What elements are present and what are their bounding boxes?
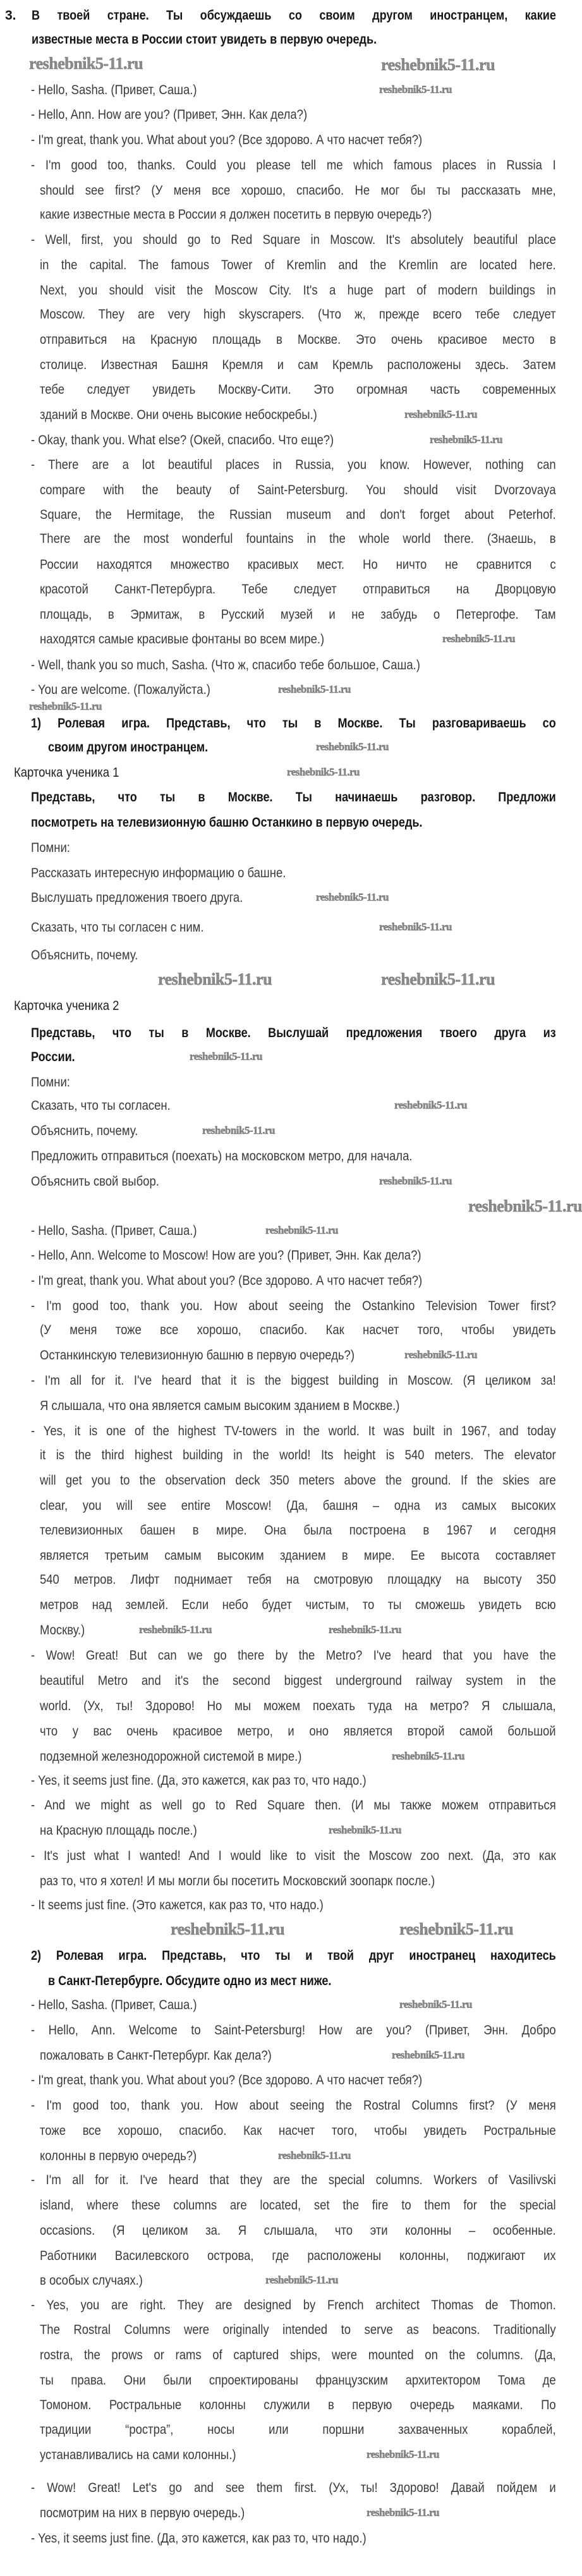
watermark: reshebnik5-11.ru (379, 1175, 452, 1187)
dialogue-line: There are the most wonderful fountains in the whole world there. (Знаешь, в (40, 532, 556, 546)
dialogue-line: отправиться на Красную площадь в Москве. Это очень красивое место в (40, 332, 556, 347)
dialogue-line: - Well, first, you should go to Red Square in Moscow. It's absolutely beautiful place (31, 233, 556, 247)
watermark: reshebnik5-11.ru (158, 970, 272, 988)
dialogue-line: - Hello, Ann. How are you? (Привет, Энн. Как дела?) (31, 107, 308, 122)
watermark: reshebnik5-11.ru (430, 434, 502, 446)
card-title: Карточка ученика 2 (14, 999, 119, 1013)
dialogue-line: Томоном. Ростральные колонны служили в первую очередь маяками. По (40, 2398, 556, 2412)
dialogue-line: - Hello, Ann. Welcome to Moscow! How are you? (Привет, Энн. Как дела?) (31, 1248, 421, 1263)
dialogue-line: тебе следует увидеть Москву-Сити. Это огромная часть современных (40, 382, 556, 397)
dialogue-line: - I'm great, thank you. What about you? (Все здорово. А что насчет тебя?) (31, 1273, 423, 1288)
dialogue-line: world. (Ух, ты! Здорово! Но мы можем поехать туда на метро? Я слышала, (40, 1699, 556, 1713)
card-item: Сказать, что ты согласен с ним. (31, 920, 204, 935)
watermark: reshebnik5-11.ru (29, 700, 102, 712)
dialogue-line: should see first? (У меня все хорошо, спасибо. Не мог бы ты рассказать мне, (40, 183, 556, 198)
dialogue-line: Next, you should visit the Moscow City. It's a huge part of modern buildings in (40, 283, 556, 298)
dialogue-line: колонны в первую очередь?) (40, 2149, 197, 2163)
card-item: Объяснить, почему. (31, 1124, 138, 1138)
card-title: Карточка ученика 1 (14, 765, 119, 780)
dialogue-line: - Yes, it is one of the highest TV-towers in the world. It was built in 1967, and today (31, 1424, 556, 1438)
dialogue-line: - Hello, Sasha. (Привет, Саша.) (31, 1224, 197, 1238)
watermark: reshebnik5-11.ru (316, 891, 389, 903)
watermark: reshebnik5-11.ru (379, 921, 452, 933)
dialogue-line: метров над землей. Если небо будет чистым, то ты сможешь увидеть всю (40, 1598, 556, 1612)
watermark: reshebnik5-11.ru (468, 1197, 582, 1215)
dialogue-line: пожаловать в Санкт-Петербург. Как дела?) (40, 2048, 272, 2063)
watermark: reshebnik5-11.ru (392, 1750, 464, 1762)
dialogue-line: - I'm good too, thank you. How about seeing the Ostankino Television Tower first? (31, 1299, 556, 1313)
watermark: reshebnik5-11.ru (442, 633, 515, 645)
dialogue-line: compare with the beauty of Saint-Petersburg. You should visit Dvorzovaya (40, 483, 556, 497)
dialogue-line: телевизионных башен в мире. Она была построена в 1967 и сегодня (40, 1523, 556, 1538)
watermark: reshebnik5-11.ru (316, 741, 389, 753)
card-remember-label: Помни: (31, 841, 70, 855)
dialogue-line: России находятся множество красивых мест. Но ничто не сравнится с (40, 557, 556, 572)
watermark: reshebnik5-11.ru (394, 1099, 467, 1111)
dialogue-line: - I'm great, thank you. What about you? (Все здорово. А что насчет тебя?) (31, 2073, 423, 2087)
dialogue-line: ты права. Они были спроектированы французским архитектором Тома де (40, 2373, 556, 2388)
card-instruction: Представь, что ты в Москве. Ты начинаешь разговор. Предложи (31, 790, 556, 805)
dialogue-line: - I'm great, thank you. What about you? (Все здорово. А что насчет тебя?) (31, 133, 423, 147)
dialogue-line: - It seems just fine. (Это кажется, как раз то, что надо.) (31, 1898, 324, 1912)
dialogue-line: - Wow! Great! Let's go and see them first. (Ух, ты! Здорово! Давай пойдем и (31, 2481, 556, 2495)
dialogue-line: - Hello, Ann. Welcome to Saint-Petersburg! How are you? (Привет, Энн. Добро (31, 2023, 556, 2038)
roleplay-heading: своим другом иностранцем. (48, 740, 209, 755)
dialogue-line: что у вас очень красивое метро, и оно является второй самой большой (40, 1724, 556, 1739)
watermark: reshebnik5-11.ru (202, 1124, 275, 1136)
dialogue-line: in the capital. The famous Tower of Kremlin and the Kremlin are located here. (40, 258, 556, 272)
dialogue-line: - And we might as well go to Red Square then. (И мы также можем отправиться (31, 1798, 556, 1813)
watermark: reshebnik5-11.ru (265, 2274, 338, 2286)
watermark: reshebnik5-11.ru (29, 54, 143, 73)
card-item: Предложить отправиться (поехать) на московском метро, для начала. (31, 1149, 413, 1163)
dialogue-line: rostra, the prows or rams of captured ships, were mounted on the columns. (Да, (40, 2348, 556, 2362)
watermark: reshebnik5-11.ru (265, 1224, 338, 1236)
watermark: reshebnik5-11.ru (404, 408, 477, 420)
card-remember-label: Помни: (31, 1075, 70, 1090)
task-heading: известные места в России стоит увидеть в первую очередь. (32, 32, 377, 47)
card-item: Выслушать предложения твоего друга. (31, 890, 243, 905)
card-item: Рассказать интересную информацию о башне. (31, 866, 286, 880)
card-item: Объяснить свой выбор. (31, 1174, 159, 1189)
roleplay-heading: 2) Ролевая игра. Представь, что ты и твой друг иностранец находитесь (31, 1948, 556, 1963)
dialogue-line: Square, the Hermitage, the Russian museum and don't forget about Peterhof. (40, 507, 556, 522)
card-item: Объяснить, почему. (31, 948, 138, 963)
watermark: reshebnik5-11.ru (367, 2506, 439, 2518)
dialogue-line: beautiful Metro and it's the second biggest underground railway system in the (40, 1674, 556, 1688)
dialogue-line: Москву.) (40, 1623, 85, 1637)
dialogue-line: it is the third highest building in the world! Its height is 540 meters. The elevator (40, 1448, 556, 1462)
roleplay-heading: в Санкт-Петербурге. Обсудите одно из мест ниже. (48, 1974, 332, 1988)
watermark: reshebnik5-11.ru (404, 1349, 477, 1361)
dialogue-line: - Yes, it seems just fine. (Да, это кажется, как раз то, что надо.) (31, 2531, 367, 2546)
dialogue-line: - Yes, it seems just fine. (Да, это кажется, как раз то, что надо.) (31, 1773, 367, 1788)
card-instruction: России. (31, 1050, 75, 1064)
dialogue-line: - Yes, you are right. They are designed by French architect Thomas de Thomon. (31, 2298, 556, 2312)
dialogue-line: The Rostral Columns were originally intended to serve as beacons. Traditionally (40, 2323, 556, 2337)
watermark: reshebnik5-11.ru (278, 683, 351, 695)
watermark: reshebnik5-11.ru (367, 2448, 439, 2460)
watermark: reshebnik5-11.ru (381, 970, 495, 988)
watermark: reshebnik5-11.ru (399, 1920, 514, 1938)
dialogue-line: clear, you will see entire Moscow! (Да, башня – одна из самых высоких (40, 1498, 556, 1513)
dialogue-line: традиции “ростра”, носы или поршни захваченных кораблей, (40, 2422, 556, 2437)
dialogue-line: столице. Известная Башня Кремля и сам Кремль расположены здесь. Затем (40, 358, 556, 372)
dialogue-line: - You are welcome. (Пожалуйста.) (31, 683, 210, 697)
dialogue-line: 540 метров. Лифт поднимает тебя на смотровую площадку на высоту 350 (40, 1572, 556, 1587)
dialogue-line: посмотрим на них в первую очередь.) (40, 2506, 245, 2520)
card-instruction: Представь, что ты в Москве. Выслушай предложения твоего друга из (31, 1026, 556, 1040)
card-instruction: посмотреть на телевизионную башню Останкино в первую очередь. (31, 815, 423, 830)
dialogue-line: Останкинскую телевизионную башню в первую очередь?) (40, 1348, 355, 1363)
watermark: reshebnik5-11.ru (329, 1624, 401, 1636)
dialogue-line: подземной железнодорожной системой в мире.) (40, 1749, 302, 1764)
dialogue-line: на Красную площадь после.) (40, 1823, 197, 1838)
watermark: reshebnik5-11.ru (399, 1998, 472, 2010)
dialogue-line: красотой Санкт-Петербурга. Тебе следует отправиться на Дворцовую (40, 582, 556, 597)
roleplay-heading: 1) Ролевая игра. Представь, что ты в Москве. Ты разговариваешь со (31, 716, 556, 731)
watermark: reshebnik5-11.ru (190, 1050, 262, 1062)
watermark: reshebnik5-11.ru (381, 56, 495, 74)
task-number: 3. (5, 8, 16, 23)
dialogue-line: - I'm all for it. I've heard that it is the biggest building in Moscow. (Я целиком за! (31, 1373, 556, 1388)
dialogue-line: - Hello, Sasha. (Привет, Саша.) (31, 1998, 197, 2012)
dialogue-line: площадь, в Эрмитаж, в Русский музей и не забудь о Петергофе. Там (40, 607, 556, 622)
dialogue-line: (У меня тоже все хорошо, спасибо. Как насчет того, чтобы увидеть (40, 1323, 556, 1337)
dialogue-line: - I'm good too, thanks. Could you please tell me which famous places in Russia I (31, 158, 556, 173)
watermark: reshebnik5-11.ru (278, 2149, 351, 2161)
dialogue-line: - There are a lot beautiful places in Russia, you know. However, nothing can (31, 458, 556, 472)
dialogue-line: - Well, thank you so much, Sasha. (Что ж, спасибо тебе большое, Саша.) (31, 658, 420, 672)
watermark: reshebnik5-11.ru (171, 1920, 285, 1938)
dialogue-line: в особых случаях.) (40, 2273, 143, 2288)
dialogue-line: зданий в Москве. Они очень высокие небоскребы.) (40, 408, 317, 422)
task-heading: В твоей стране. Ты обсуждаешь со своим другом иностранцем, какие (32, 8, 556, 23)
dialogue-line: island, where these columns are located, set the fire to them for the special (40, 2198, 556, 2213)
card-item: Сказать, что ты согласен. (31, 1098, 171, 1113)
dialogue-line: Moscow. They are very high skyscrapers. (Что ж, прежде всего тебе следует (40, 307, 556, 322)
watermark: reshebnik5-11.ru (287, 766, 360, 778)
dialogue-line: - It's just what I wanted! And I would like to visit the Moscow zoo next. (Да, это как (31, 1849, 556, 1863)
dialogue-line: - I'm all for it. I've heard that they are the special columns. Workers of Vasilivski (31, 2173, 556, 2187)
watermark: reshebnik5-11.ru (139, 1624, 212, 1636)
dialogue-line: Работники Василевского острова, где расположены колонны, поджигают их (40, 2249, 556, 2263)
dialogue-line: тоже все хорошо, спасибо. Как насчет того, чтобы увидеть Ростральные (40, 2123, 556, 2138)
dialogue-line: какие известные места в России я должен посетить в первую очередь?) (40, 207, 432, 222)
dialogue-line: - Okay, thank you. What else? (Окей, спасибо. Что еще?) (31, 433, 334, 447)
dialogue-line: - I'm good too, thank you. How about seeing the Rostral Columns first? (У меня (31, 2098, 556, 2113)
dialogue-line: устанавливались на сами колонны.) (40, 2448, 236, 2462)
dialogue-line: - Hello, Sasha. (Привет, Саша.) (31, 83, 197, 97)
dialogue-line: Я слышала, что она является самым высоким зданием в Москве.) (40, 1399, 400, 1413)
watermark: reshebnik5-11.ru (379, 83, 452, 95)
watermark: reshebnik5-11.ru (392, 2049, 464, 2061)
dialogue-line: will get you to the observation deck 350 meters above the ground. If the skies are (40, 1473, 556, 1488)
watermark: reshebnik5-11.ru (329, 1824, 401, 1836)
dialogue-line: находятся самые красивые фонтаны во всем мире.) (40, 632, 325, 647)
dialogue-line: - Wow! Great! But can we go there by the Metro? I've heard that you have the (31, 1648, 556, 1663)
dialogue-line: раз то, что я хотел! И мы могли бы посетить Московский зоопарк после.) (40, 1874, 435, 1888)
dialogue-line: occasions. (Я целиком за. Я слышала, что эти колонны – особенные. (40, 2223, 556, 2238)
dialogue-line: является третьим самым высоким зданием в мире. Ее высота составляет (40, 1548, 556, 1563)
